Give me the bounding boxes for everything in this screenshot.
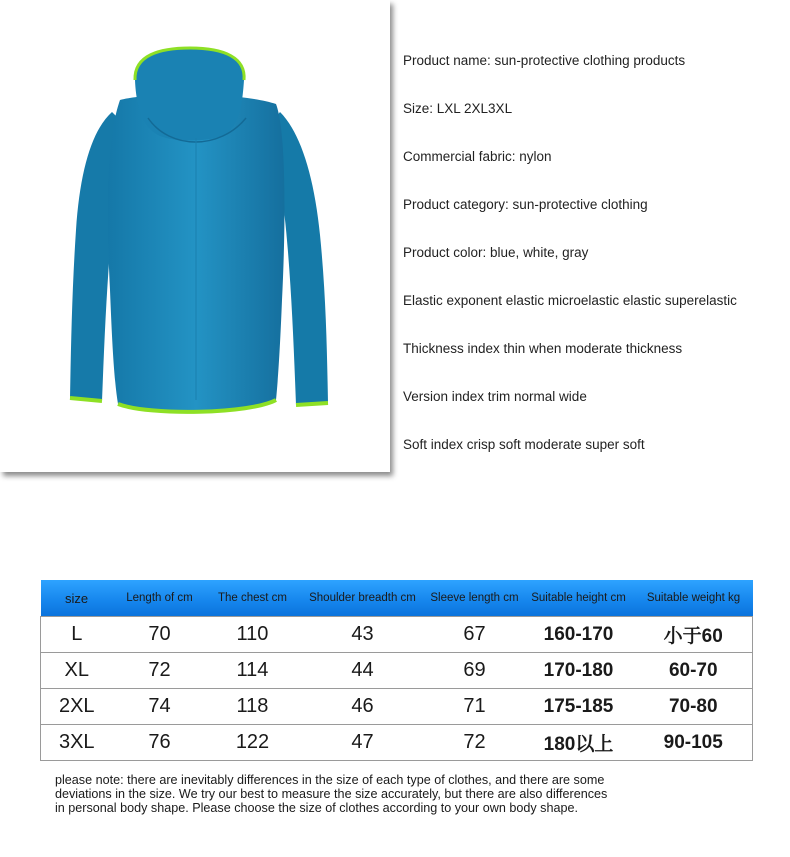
cell-size: 3XL: [41, 725, 113, 761]
table-header-row: [41, 580, 753, 617]
cell-chest: 110: [207, 617, 299, 653]
spec-color: Product color: blue, white, gray: [403, 245, 589, 260]
cell-length: 72: [113, 653, 207, 689]
cell-shoulder: 44: [299, 653, 427, 689]
cell-height: 160-170: [523, 617, 635, 653]
spec-category: Product category: sun-protective clothing: [403, 197, 648, 212]
spec-soft: Soft index crisp soft moderate super soft: [403, 437, 645, 452]
cell-chest: 122: [207, 725, 299, 761]
cell-sleeve: 72: [427, 725, 523, 761]
table-row: [41, 725, 753, 761]
note-line-2: deviations in the size. We try our best to measure the size accurately, but there are also differences: [55, 787, 608, 801]
cell-weight: 60-70: [635, 653, 753, 689]
note-line-3: in personal body shape. Please choose the size of clothes according to your own body shape.: [55, 801, 578, 815]
cell-size: 2XL: [41, 689, 113, 725]
table-row: [41, 617, 753, 653]
cell-chest: 114: [207, 653, 299, 689]
size-chart-table: [40, 580, 753, 761]
header-sleeve: Sleeve length cm: [427, 580, 523, 617]
cell-shoulder: 43: [299, 617, 427, 653]
note-line-1: please note: there are inevitably differences in the size of each type of clothes, and there are some: [55, 773, 605, 787]
cell-size: L: [41, 617, 113, 653]
spec-product-name: Product name: sun-protective clothing products: [403, 53, 686, 68]
cell-weight: 小于60: [635, 617, 753, 653]
cell-height: 170-180: [523, 653, 635, 689]
table-row: [41, 689, 753, 725]
jacket-hood: [135, 48, 244, 141]
cell-size: XL: [41, 653, 113, 689]
cell-length: 70: [113, 617, 207, 653]
header-shoulder: Shoulder breadth cm: [299, 580, 427, 617]
table-row: [41, 653, 753, 689]
product-photo-frame: [0, 0, 390, 472]
cell-shoulder: 47: [299, 725, 427, 761]
spec-version: Version index trim normal wide: [403, 389, 587, 404]
header-weight: Suitable weight kg: [635, 580, 753, 617]
header-height: Suitable height cm: [523, 580, 635, 617]
cell-shoulder: 46: [299, 689, 427, 725]
cell-sleeve: 69: [427, 653, 523, 689]
header-chest: The chest cm: [207, 580, 299, 617]
cell-length: 74: [113, 689, 207, 725]
jacket-back-image: [0, 0, 390, 472]
cell-sleeve: 71: [427, 689, 523, 725]
header-size: size: [41, 580, 113, 617]
cell-chest: 118: [207, 689, 299, 725]
cell-weight: 70-80: [635, 689, 753, 725]
cell-length: 76: [113, 725, 207, 761]
size-note: [55, 773, 755, 815]
cell-height: 175-185: [523, 689, 635, 725]
cell-weight: 90-105: [635, 725, 753, 761]
spec-fabric: Commercial fabric: nylon: [403, 149, 552, 164]
header-length: Length of cm: [113, 580, 207, 617]
cell-sleeve: 67: [427, 617, 523, 653]
spec-thickness: Thickness index thin when moderate thickness: [403, 341, 683, 356]
cell-height: 180以上: [523, 725, 635, 761]
spec-size: Size: LXL 2XL3XL: [403, 101, 513, 116]
spec-elastic: Elastic exponent elastic microelastic elastic superelastic: [403, 293, 737, 308]
